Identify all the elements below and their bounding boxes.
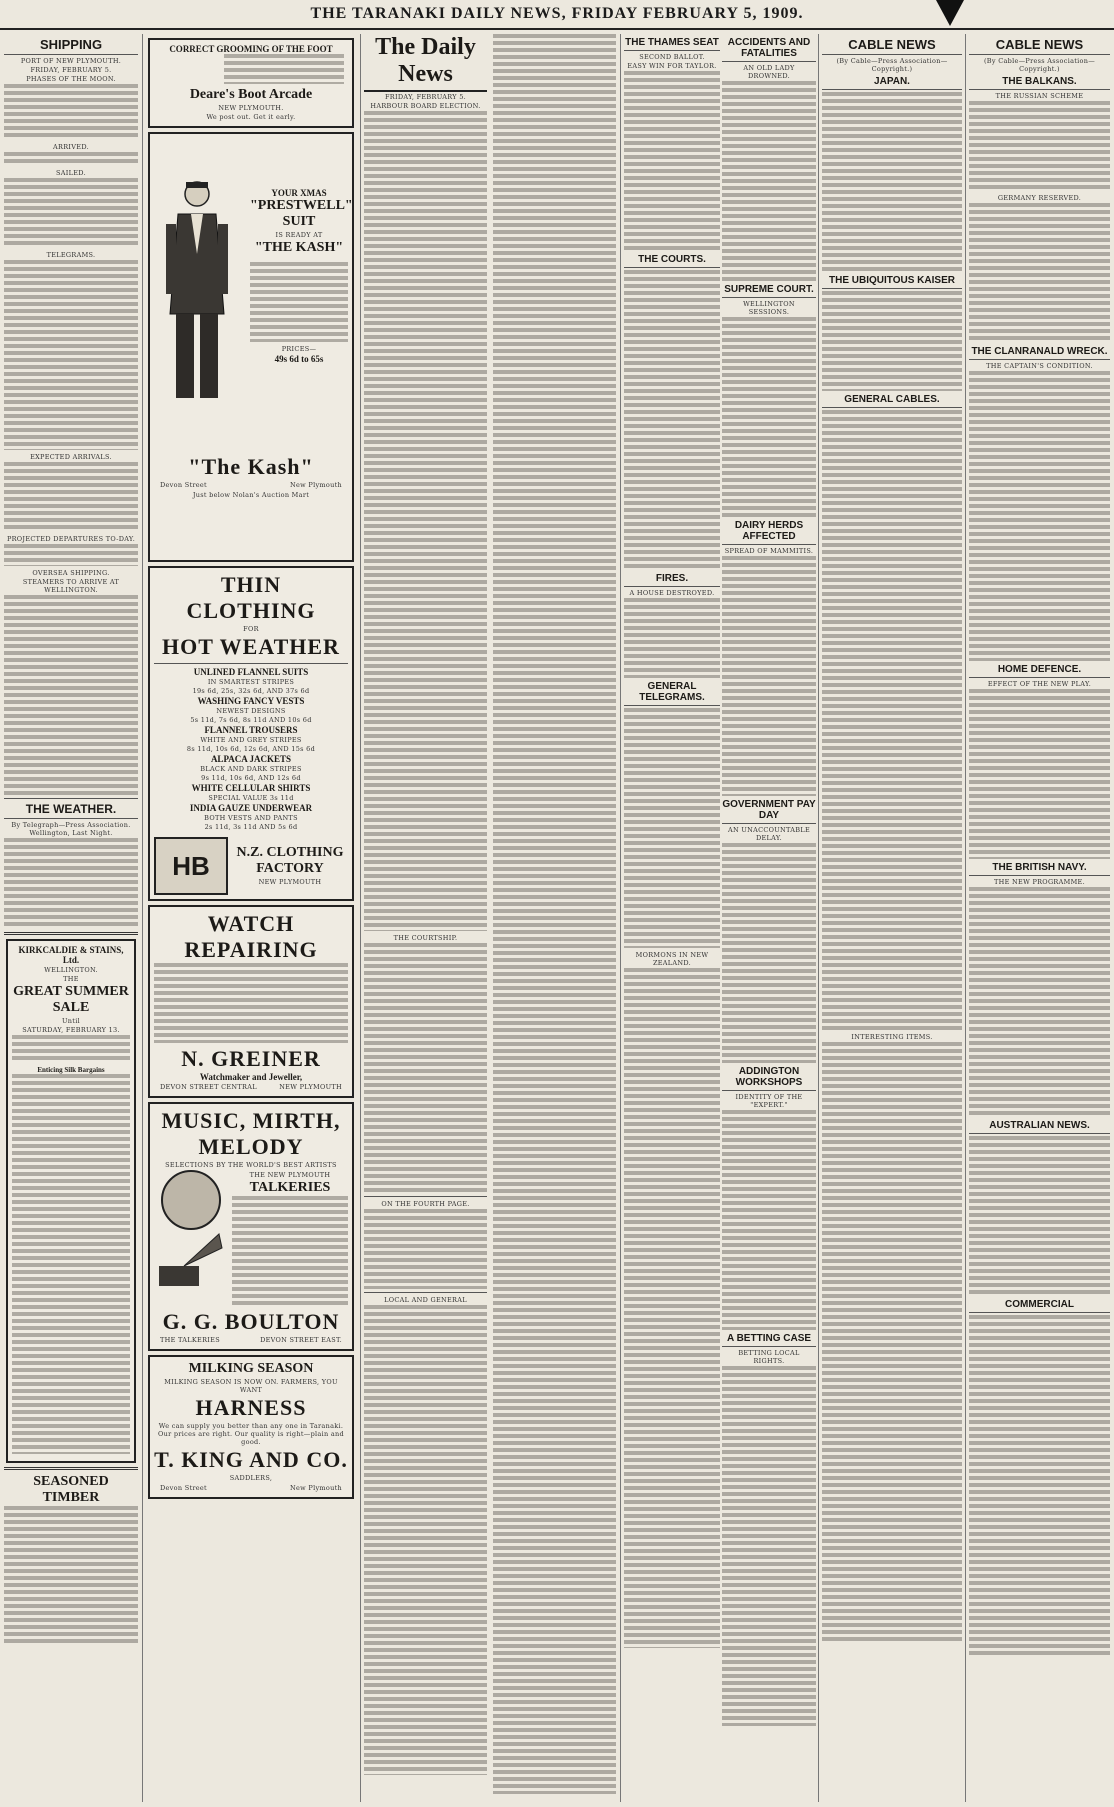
election-text [364,111,487,931]
greiner-trade: Watchmaker and Jeweller, [199,1072,303,1082]
factory-title: N.Z. CLOTHING FACTORY [236,845,344,876]
interesting-items-text [822,1042,962,1642]
music-sub: SELECTIONS BY THE WORLD'S BEST ARTISTS [165,1161,337,1169]
item-gauze-underwear-price: 2s 11d, 3s 11d AND 5s 6d [204,823,298,831]
cable-news-heading-2: CABLE NEWS [969,37,1110,55]
kaiser-text [822,291,962,391]
weather-heading: THE WEATHER. [4,802,138,819]
column-rule [965,34,966,1802]
sale-date: SATURDAY, FEBRUARY 13. [22,1026,120,1034]
harness-sub: We can supply you better than any one in Taranaki. Our prices are right. Our quality is right—plain and good. [158,1422,344,1446]
kash-suit-ad [148,132,354,562]
expected-text [4,462,138,532]
king-trade: SADDLERS, [229,1474,273,1482]
sailed-text [4,178,138,248]
balkans-heading: THE BALKANS. [969,76,1110,90]
editorial-date: FRIDAY, FEBRUARY 5. [384,93,467,101]
shipping-column [4,34,138,1802]
clanranald-sub: THE CAPTAIN'S CONDITION. [986,362,1093,370]
item-flannel-suits-desc: IN SMARTEST STRIPES [207,678,295,686]
betting-sub: BETTING LOCAL RIGHTS. [738,1349,800,1365]
germany-text [969,203,1110,343]
harness-title: HARNESS [195,1395,307,1420]
thames-text [624,71,720,251]
general-telegrams-heading: GENERAL TELEGRAMS. [624,681,720,706]
groom-title: CORRECT GROOMING OF THE FOOT [169,44,333,54]
boulton-shop: THE TALKERIES [160,1336,220,1344]
bargains-list [12,1074,130,1454]
dairy-sub: SPREAD OF MAMMITIS. [724,547,814,555]
arrived-heading: ARRIVED. [53,143,89,151]
the-kash-title: "THE KASH" [254,240,344,255]
payday-text [722,843,816,1063]
deare-name: Deare's Boot Arcade [189,87,313,102]
factory-place: NEW PLYMOUTH [258,878,322,886]
japan-text [822,92,962,272]
column-rule [818,34,819,1802]
courts-heading: THE COURTS. [624,254,720,268]
germany-sub: GERMANY RESERVED. [997,194,1082,202]
item-gauze-underwear: INDIA GAUZE UNDERWEAR [189,803,313,813]
news-column-a [624,34,720,1802]
item-flannel-suits: UNLINED FLANNEL SUITS [193,667,309,677]
navy-text [969,887,1110,1117]
courts-text [624,270,720,570]
king-harness-ad [148,1355,354,1499]
supreme-text [722,317,816,517]
editorial-column [364,34,616,1802]
kirkcaldie-title: KIRKCALDIE & STAINS, Ltd. [18,945,124,965]
item-alpaca-jackets: ALPACA JACKETS [210,754,292,764]
kirkcaldie-place: WELLINGTON. [44,966,98,974]
cable-news-sub: (By Cable—Press Association—Copyright.) [836,57,948,73]
item-flannel-suits-price: 19s 6d, 25s, 32s 6d, AND 37s 6d [192,687,310,695]
talkeries-pre: THE NEW PLYMOUTH [249,1171,331,1179]
music-title: MUSIC, MIRTH, MELODY [161,1108,341,1159]
general-cables-text [822,410,962,1030]
masthead-title: THE TARANAKI DAILY NEWS, FRIDAY FEBRUARY 5, 1909. [310,5,804,22]
weather-text [4,838,138,928]
timber-title: SEASONED TIMBER [33,1474,109,1505]
courtship-text [364,943,487,1193]
port-line: PORT OF NEW PLYMOUTH. [20,57,122,65]
prestwell-text [250,262,348,342]
local-general-heading: LOCAL AND GENERAL [384,1296,467,1304]
item-fancy-vests-price: 5s 11d, 7s 6d, 8s 11d AND 10s 6d [190,716,312,724]
mormons-text [624,968,720,1648]
fires-sub: A HOUSE DESTROYED. [629,589,715,597]
daily-news-title: The Daily News [364,34,487,92]
accidents-text [722,81,816,281]
xmas-line: YOUR XMAS [271,188,327,198]
news-column-b [722,34,816,1802]
item-flannel-trousers-price: 8s 11d, 10s 6d, 12s 6d, AND 15s 6d [186,745,316,753]
kash-address-town: New Plymouth [290,481,342,489]
watch-title: WATCH REPAIRING [184,911,318,962]
japan-heading: JAPAN. [822,76,962,90]
greiner-name: N. GREINER [181,1046,321,1071]
payday-sub: AN UNACCOUNTABLE DELAY. [727,826,811,842]
king-address-street: Devon Street [160,1484,207,1492]
hb-logo: HB [154,837,228,895]
editorial-continued-text [493,34,616,1794]
thames-sub2: EASY WIN FOR TAYLOR. [627,62,717,70]
courtship-heading: THE COURTSHIP. [393,934,458,942]
price-range: 49s 6d to 65s [274,354,324,364]
general-telegrams-text [624,708,720,948]
thames-heading: THE THAMES SEAT [624,37,720,51]
column-rule [360,34,361,1802]
telegrams-heading: TELEGRAMS. [46,251,96,259]
addington-sub: IDENTITY OF THE "EXPERT." [735,1093,803,1109]
navy-heading: THE BRITISH NAVY. [969,862,1110,876]
thames-sub: SECOND BALLOT. [639,53,705,61]
navy-sub: THE NEW PROGRAMME. [994,878,1085,886]
suit-illustration [156,174,238,404]
addington-text [722,1110,816,1330]
watch-text [154,963,348,1043]
column-rule [620,34,621,1802]
hot-weather: HOT WEATHER [162,634,340,659]
advertisements-column [146,34,356,1802]
deare-boot-ad [148,38,354,128]
thin-clothing: THIN CLOTHING [186,572,316,623]
balkans-text [969,101,1110,191]
overseas-heading: OVERSEA SHIPPING. [32,569,110,577]
cable-news-column-b [969,34,1110,1802]
item-flannel-trousers: FLANNEL TROUSERS [204,725,298,735]
australian-text [969,1136,1110,1296]
projected-text [4,544,138,566]
kash-address-street: Devon Street [160,481,207,489]
betting-text [722,1366,816,1726]
fourth-page-heading: ON THE FOURTH PAGE. [381,1200,470,1208]
accidents-sub: AN OLD LADY DROWNED. [743,64,795,80]
greiner-watch-ad [148,905,354,1098]
dairy-text [722,556,816,796]
expected-heading: EXPECTED ARRIVALS. [30,453,112,461]
kaiser-heading: THE UBIQUITOUS KAISER [822,275,962,289]
edison-portrait [161,1170,221,1230]
sale-intro [12,1035,130,1063]
date-line: FRIDAY, FEBRUARY 5. [30,66,112,74]
boulton-address: DEVON STREET EAST. [260,1336,342,1344]
item-gauze-underwear-desc: BOTH VESTS AND PANTS [204,814,298,822]
commercial-heading: COMMERCIAL [969,1299,1110,1313]
greiner-address-town: NEW PLYMOUTH [279,1083,342,1091]
cable-news-heading: CABLE NEWS [822,37,962,55]
sale-until: Until [62,1017,80,1025]
timber-text [4,1506,138,1646]
supreme-heading: SUPREME COURT. [722,284,816,298]
thin-for: FOR [243,625,259,633]
item-cellular-shirts: WHITE CELLULAR SHIRTS [191,783,311,793]
corner-tab-marker [936,0,964,26]
king-address-town: New Plymouth [290,1484,342,1492]
commercial-text [969,1315,1110,1655]
prestwell-title: "PRESTWELL" [250,198,353,213]
fires-heading: FIRES. [624,573,720,587]
telegrams-text [4,260,138,450]
sailed-heading: SAILED. [56,169,86,177]
item-alpaca-jackets-price: 9s 11d, 10s 6d, AND 12s 6d [201,774,301,782]
fourth-page-text [364,1209,487,1289]
home-defence-heading: HOME DEFENCE. [969,664,1110,678]
clanranald-text [969,371,1110,661]
suit-word: SUIT [282,214,316,229]
steamers-heading: STEAMERS TO ARRIVE AT WELLINGTON. [22,578,120,594]
payday-heading: GOVERNMENT PAY DAY [722,799,816,824]
dairy-heading: DAIRY HERDS AFFECTED [722,520,816,545]
talkeries-title: TALKERIES [249,1180,331,1195]
clothing-factory-ad [148,566,354,901]
cable-news-column-a [822,34,962,1802]
item-flannel-trousers-desc: WHITE AND GREY STRIPES [200,736,302,744]
column-rule [142,34,143,1802]
weather-sub: By Telegraph—Press Association. Wellington, Last Night. [11,821,131,837]
talkeries-ad [148,1102,354,1351]
phases-heading: PHASES OF THE MOON. [26,75,116,83]
king-name: T. KING AND CO. [154,1447,348,1472]
item-fancy-vests-desc: NEWEST DESIGNS [216,707,286,715]
cable-news-sub-2: (By Cable—Press Association—Copyright.) [983,57,1096,73]
boulton-name: G. G. BOULTON [162,1309,340,1334]
item-alpaca-jackets-desc: BLACK AND DARK STRIPES [200,765,302,773]
sale-title: GREAT SUMMER SALE [13,984,129,1015]
interesting-items-heading: INTERESTING ITEMS. [851,1033,933,1041]
arrived-text [4,152,138,166]
mormons-heading: MORMONS IN NEW ZEALAND. [635,951,709,967]
steamers-text [4,595,138,795]
sale-the: THE [63,975,79,983]
milking-title: MILKING SEASON [188,1361,314,1376]
greiner-address-street: DEVON STREET CENTRAL [160,1083,257,1091]
milking-line: MILKING SEASON IS NOW ON. FARMERS, YOU WANT [164,1378,338,1394]
prices-label: PRICES— [281,345,317,353]
kash-location: Just below Nolan's Auction Mart [192,491,310,499]
australian-heading: AUSTRALIAN NEWS. [969,1120,1110,1134]
balkans-sub: THE RUSSIAN SCHEME [995,92,1084,100]
item-cellular-shirts-price: SPECIAL VALUE 3s 11d [208,794,294,802]
addington-heading: ADDINGTON WORKSHOPS [722,1066,816,1091]
deare-note: We post out. Get it early. [206,113,296,121]
tide-table [4,84,138,140]
kash-big-title: "The Kash" [188,454,314,479]
kirkcaldie-ad [6,939,136,1463]
ready-at: IS READY AT [275,231,323,239]
home-defence-text [969,689,1110,859]
local-general-text [364,1305,487,1775]
phonograph-illustration [154,1230,224,1290]
deare-place: NEW PLYMOUTH. [218,104,284,112]
betting-heading: A BETTING CASE [722,1333,816,1347]
bargains-heading: Enticing Silk Bargains [37,1066,105,1074]
home-defence-sub: EFFECT OF THE NEW PLAY. [987,680,1092,688]
fires-text [624,598,720,678]
shipping-heading: SHIPPING [4,37,138,55]
talkeries-text [232,1196,348,1306]
projected-heading: PROJECTED DEPARTURES TO-DAY. [6,535,136,543]
accidents-heading: ACCIDENTS AND FATALITIES [722,37,816,62]
clanranald-heading: THE CLANRANALD WRECK. [969,346,1110,360]
groom-text [224,54,344,84]
item-fancy-vests: WASHING FANCY VESTS [197,696,305,706]
general-cables-heading: GENERAL CABLES. [822,394,962,408]
supreme-sub: WELLINGTON SESSIONS. [743,300,795,316]
election-heading: HARBOUR BOARD ELECTION. [370,102,481,110]
